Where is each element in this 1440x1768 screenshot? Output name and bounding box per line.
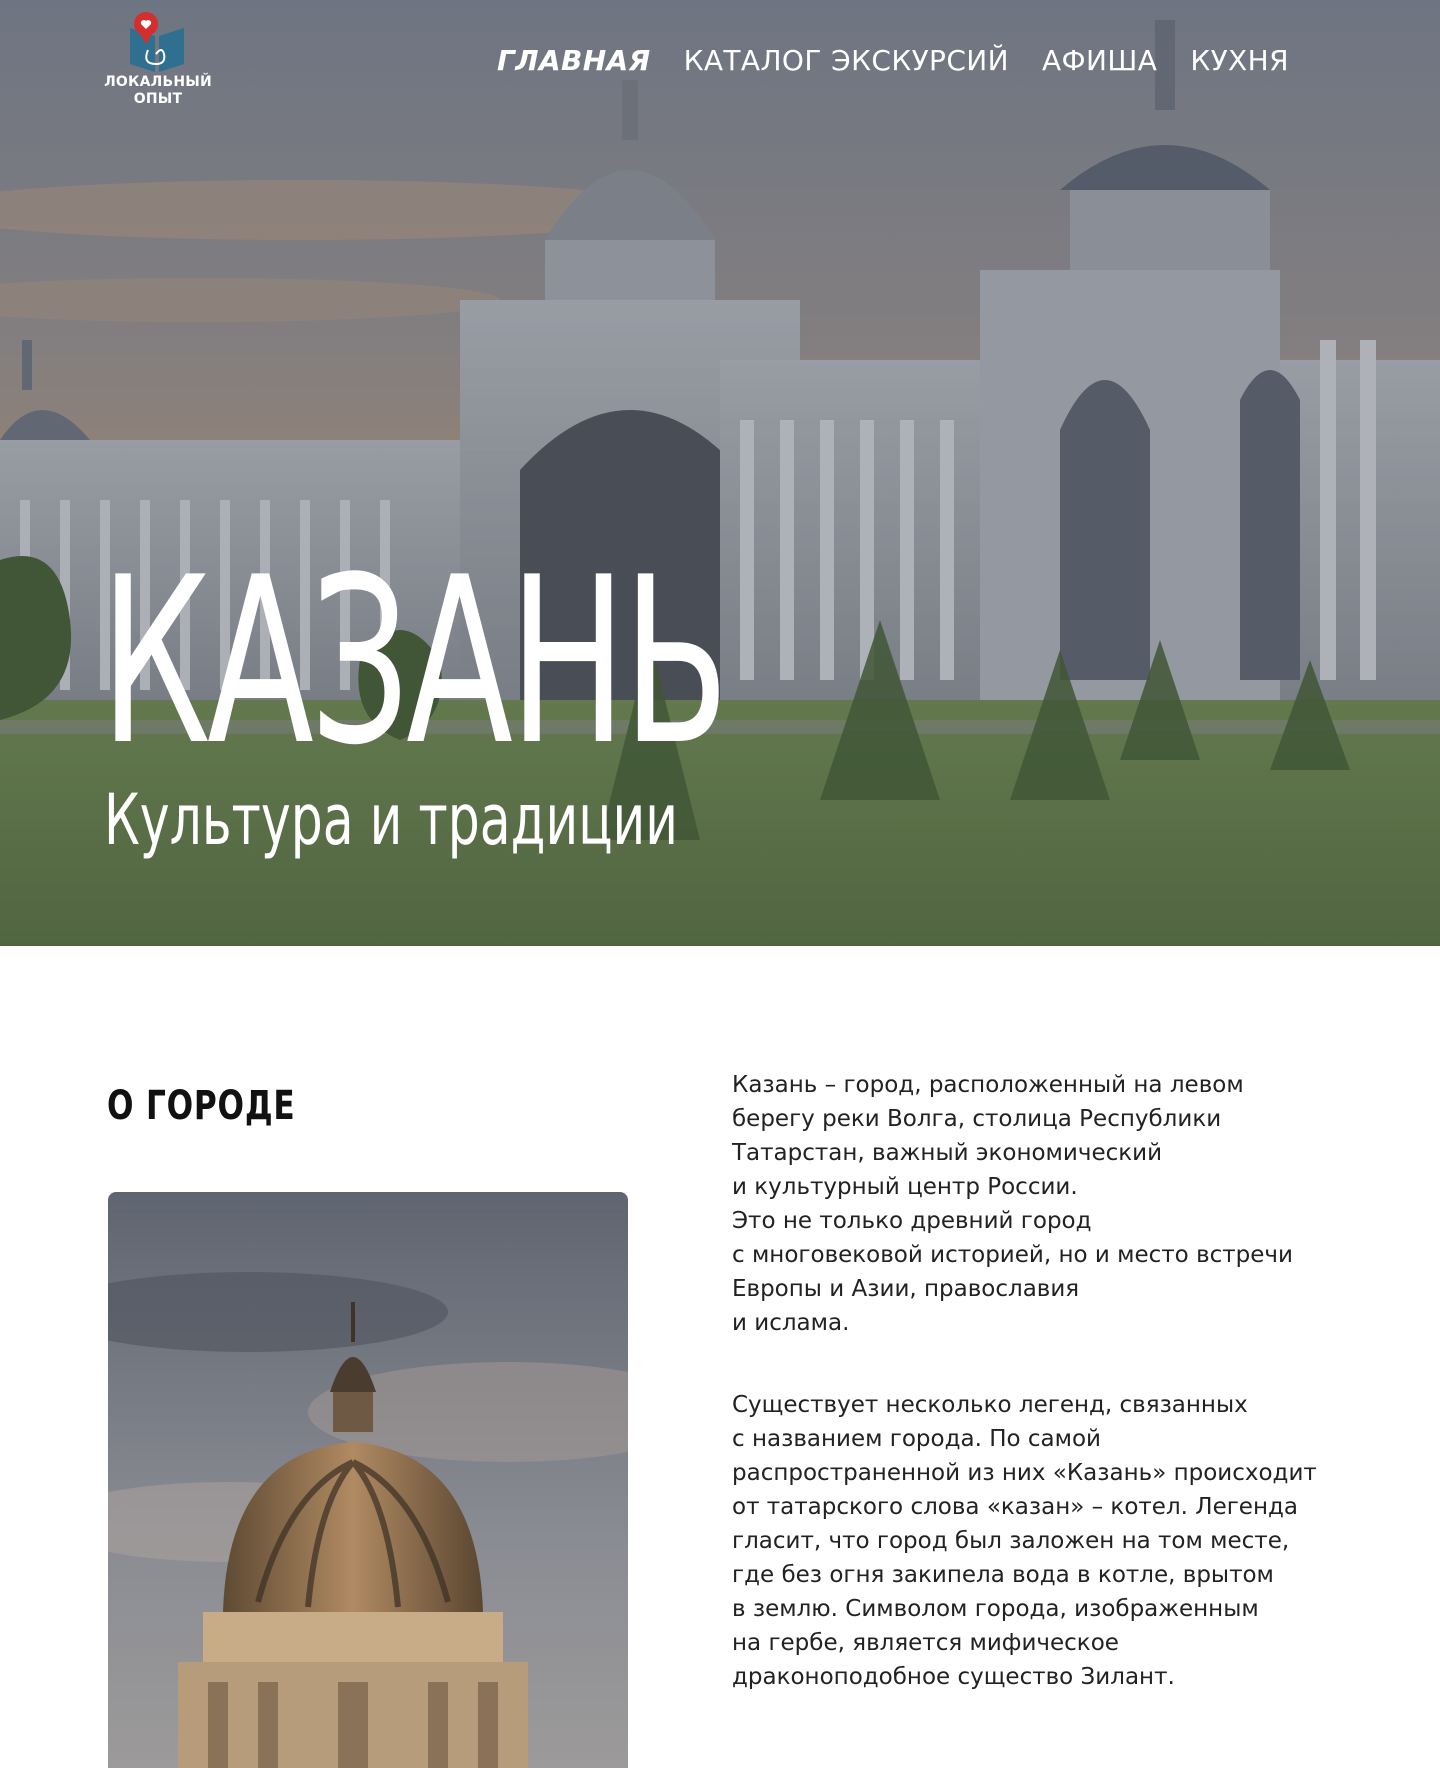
about-heading: О ГОРОДЕ [107, 1083, 296, 1129]
about-photo [108, 1192, 628, 1768]
nav-item-catalog[interactable]: КАТАЛОГ ЭКСКУРСИЙ [683, 43, 1009, 77]
nav-item-cuisine[interactable]: КУХНЯ [1190, 43, 1289, 77]
logo-line-2: ОПЫТ [133, 91, 183, 107]
book-map-pin-logo-icon [124, 10, 190, 76]
about-paragraph-2: Существует несколько легенд, связанных с названием города. По самой распространенной из них «Казань» происходит от татарского слова «казан» – котел. Легенда гласит, что город был заложен на том месте, где без огня закипела вода в котле, врытом в землю. Символом города, изображенным на гербе, является мифическое драконоподобное существо Зилант. [732, 1392, 1317, 1690]
nav-item-afisha[interactable]: АФИША [1042, 43, 1158, 77]
nav-item-home[interactable]: ГЛАВНАЯ [497, 43, 651, 77]
hero-title: КАЗАНЬ [100, 529, 726, 796]
main-nav [497, 40, 1289, 80]
about-paragraph-1: Казань – город, расположенный на левом берегу реки Волга, столица Республики Татарстан, важный экономический и культурный центр России. Это не только древний город с многовековой историей, но и место встречи Европы и Азии, православия и ислама. [732, 1072, 1293, 1336]
palace-dome-image [108, 1192, 628, 1768]
site-logo[interactable] [104, 8, 212, 114]
logo-line-1: ЛОКАЛЬНЫЙ [104, 74, 212, 90]
logo-text [104, 74, 212, 108]
about-text [732, 1068, 1352, 1694]
hero-subtitle: Культура и традиции [104, 779, 679, 861]
